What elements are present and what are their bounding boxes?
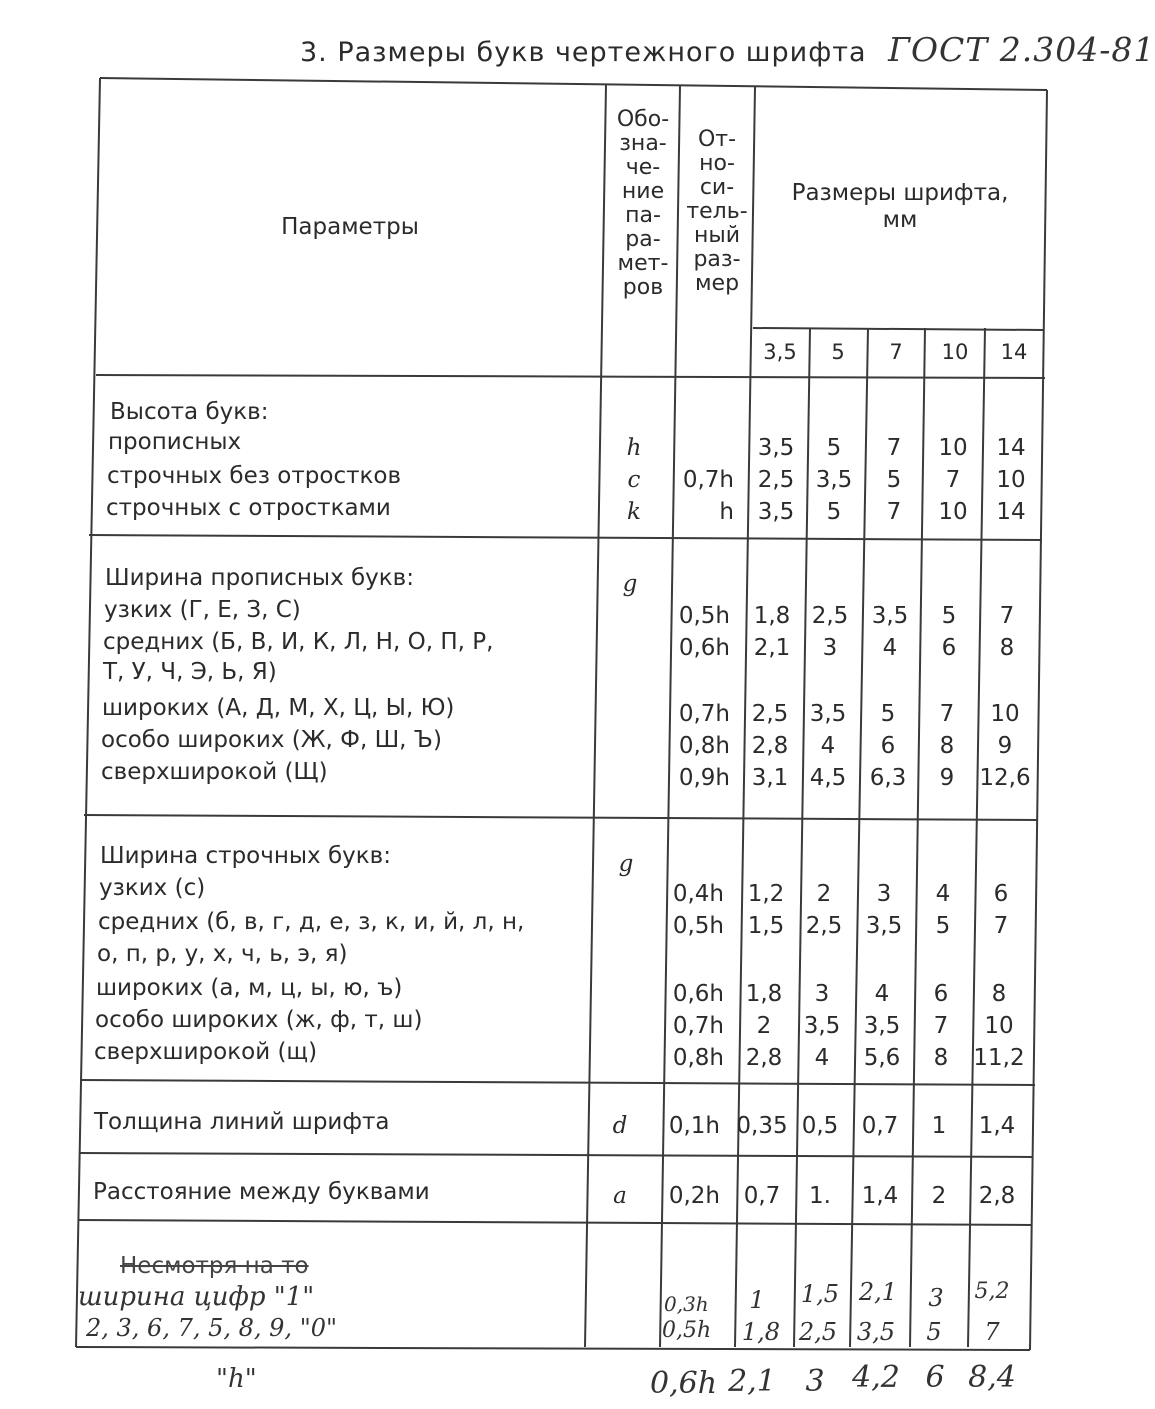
row-symbol: g — [622, 571, 638, 597]
handwritten-value: 7 — [984, 1318, 1000, 1346]
section-title: Ширина прописных букв: — [105, 565, 414, 591]
row-symbol: h — [626, 435, 642, 461]
value-cell: 2,5 — [751, 701, 789, 727]
value-cell: 7 — [939, 701, 955, 727]
row-relative: 0,7h — [678, 701, 730, 727]
value-cell: 4 — [820, 733, 836, 759]
footnote-label: "h" — [216, 1364, 257, 1394]
designation-line: ров — [622, 275, 664, 300]
relative-line: ный — [693, 223, 741, 248]
value-cell: 7 — [933, 1013, 949, 1039]
row-relative: 0,2h — [668, 1183, 720, 1209]
sizes-title-line1: Размеры шрифта, — [791, 180, 1009, 206]
value-cell: 5,6 — [863, 1045, 901, 1071]
value-cell: 10 — [938, 499, 968, 525]
row-relative: h — [719, 499, 734, 525]
relative-line: си- — [699, 175, 735, 200]
value-cell: 3,5 — [757, 499, 795, 525]
size-column-header: 14 — [1000, 340, 1028, 364]
handwritten-value: 1,5 — [800, 1280, 840, 1308]
value-cell: 0,7 — [743, 1183, 781, 1209]
value-cell: 3,5 — [815, 467, 853, 493]
value-cell: 3,5 — [803, 1013, 841, 1039]
row-symbol: a — [613, 1183, 627, 1209]
value-cell: 9 — [997, 733, 1013, 759]
value-cell: 2 — [756, 1013, 772, 1039]
relative-line: мер — [694, 271, 740, 296]
value-cell: 8 — [991, 981, 1007, 1007]
value-cell: 1. — [809, 1183, 831, 1209]
value-cell: 10 — [990, 701, 1020, 727]
row-relative: 0,7h — [672, 1013, 724, 1039]
value-cell: 10 — [984, 1013, 1014, 1039]
row-relative: 0,9h — [678, 765, 730, 791]
size-column-header: 5 — [831, 340, 845, 364]
value-cell: 5 — [826, 499, 842, 525]
value-cell: 4 — [882, 635, 898, 661]
value-cell: 3 — [822, 635, 838, 661]
row-relative: 0,1h — [668, 1113, 720, 1139]
value-cell: 3,5 — [865, 913, 903, 939]
handwritten-value: 2,5 — [798, 1318, 838, 1346]
value-cell: 10 — [996, 467, 1026, 493]
value-cell: 1 — [931, 1113, 947, 1139]
value-cell: 1,4 — [861, 1183, 899, 1209]
struck-text: Несмотря на то — [120, 1253, 309, 1279]
size-column-header: 7 — [889, 340, 903, 364]
size-column-header: 10 — [941, 340, 969, 364]
value-cell: 8 — [933, 1045, 949, 1071]
value-cell: 1,4 — [978, 1113, 1016, 1139]
value-cell: 0,7 — [861, 1113, 899, 1139]
value-cell: 8 — [999, 635, 1015, 661]
row-label: сверхширокой (щ) — [94, 1039, 318, 1065]
value-cell: 2 — [931, 1183, 947, 1209]
handwritten-relative: 0,3h — [664, 1292, 709, 1316]
value-cell: 2,8 — [978, 1183, 1016, 1209]
value-cell: 3,5 — [863, 1013, 901, 1039]
value-cell: 9 — [939, 765, 955, 791]
value-cell: 3 — [814, 981, 830, 1007]
value-cell: 0,35 — [736, 1113, 788, 1139]
gost-annotation: ГОСТ 2.304-81 — [888, 30, 1155, 69]
value-cell: 7 — [886, 499, 902, 525]
designation-line: па- — [625, 203, 661, 228]
value-cell: 14 — [996, 499, 1026, 525]
handwritten-relative: 0,5h — [662, 1318, 712, 1343]
handwritten-value: 3,5 — [856, 1318, 896, 1346]
designation-line: че- — [625, 155, 661, 180]
relative-line: От- — [697, 127, 737, 152]
designation-line: ра- — [625, 227, 661, 252]
row-label: прописных — [108, 429, 242, 455]
handwritten-value: 2,1 — [858, 1278, 898, 1306]
header-parameters: Параметры — [281, 214, 419, 240]
value-cell: 3,5 — [757, 435, 795, 461]
value-cell: 3,5 — [809, 701, 847, 727]
handwritten-value: 1,8 — [741, 1318, 781, 1346]
value-cell: 1,8 — [745, 981, 783, 1007]
footnote-value: 2,1 — [728, 1364, 776, 1399]
row-label: сверхширокой (Щ) — [101, 759, 328, 785]
value-cell: 6 — [941, 635, 957, 661]
handwritten-label-line2: 2, 3, 6, 7, 5, 8, 9, "0" — [86, 1314, 338, 1342]
value-cell: 10 — [938, 435, 968, 461]
designation-line: ние — [621, 179, 665, 204]
row-relative: 0,7h — [682, 467, 734, 493]
footnote-value: 8,4 — [968, 1360, 1016, 1395]
row-relative: 0,6h — [678, 635, 730, 661]
row-relative: 0,8h — [672, 1045, 724, 1071]
value-cell: 7 — [945, 467, 961, 493]
designation-line: зна- — [619, 131, 667, 156]
row-label: особо широких (ж, ф, т, ш) — [95, 1007, 423, 1033]
row-symbol: c — [627, 467, 641, 493]
value-cell: 1,5 — [747, 913, 785, 939]
value-cell: 6 — [933, 981, 949, 1007]
row-label: узких (Г, Е, З, С) — [104, 597, 301, 623]
row-label: средних (Б, В, И, К, Л, Н, О, П, Р, — [103, 629, 494, 655]
value-cell: 6 — [993, 881, 1009, 907]
handwritten-value: 3 — [928, 1284, 944, 1312]
header-relative — [680, 128, 754, 296]
value-cell: 5 — [826, 435, 842, 461]
value-cell: 2 — [816, 881, 832, 907]
value-cell: 2,8 — [745, 1045, 783, 1071]
relative-line: раз- — [693, 247, 741, 272]
value-cell: 12,6 — [979, 765, 1031, 791]
row-relative: 0,6h — [672, 981, 724, 1007]
row-symbol: k — [627, 499, 641, 525]
row-symbol: g — [618, 851, 634, 877]
value-cell: 3,5 — [871, 603, 909, 629]
value-cell: 6,3 — [869, 765, 907, 791]
value-cell: 7 — [993, 913, 1009, 939]
footnote-value: 4,2 — [852, 1360, 900, 1395]
relative-line: тель- — [686, 199, 748, 224]
sizes-title-line2: мм — [882, 207, 918, 233]
value-cell: 6 — [880, 733, 896, 759]
designation-line: мет- — [617, 251, 669, 276]
handwritten-value: 5 — [926, 1318, 942, 1346]
value-cell: 2,5 — [757, 467, 795, 493]
value-cell: 4 — [814, 1045, 830, 1071]
title-text: 3. Размеры букв чертежного шрифта — [300, 37, 867, 68]
handwritten-label-line1: ширина цифр "1" — [78, 1282, 315, 1312]
value-cell: 3 — [876, 881, 892, 907]
row-label: средних (б, в, г, д, е, з, к, и, й, л, н, — [98, 909, 525, 935]
value-cell: 2,5 — [811, 603, 849, 629]
value-cell: 0,5 — [801, 1113, 839, 1139]
row-label: о, п, р, у, х, ч, ь, э, я) — [97, 941, 348, 967]
header-designation — [606, 108, 680, 300]
footnote-value: 3 — [805, 1364, 825, 1399]
header-sizes-title — [755, 180, 1045, 234]
value-cell: 2,8 — [751, 733, 789, 759]
section-title: Расстояние между буквами — [93, 1179, 430, 1205]
row-label: особо широких (Ж, Ф, Ш, Ъ) — [101, 727, 442, 753]
row-label: Т, У, Ч, Э, Ь, Я) — [103, 659, 277, 685]
value-cell: 7 — [886, 435, 902, 461]
designation-line: Обо- — [616, 107, 670, 132]
row-symbol: d — [612, 1113, 628, 1139]
value-cell: 5 — [941, 603, 957, 629]
section-title: Толщина линий шрифта — [94, 1109, 390, 1135]
row-label: широких (а, м, ц, ы, ю, ъ) — [96, 975, 403, 1001]
value-cell: 4 — [874, 981, 890, 1007]
handwritten-value: 5,2 — [974, 1279, 1010, 1304]
row-relative: 0,5h — [672, 913, 724, 939]
value-cell: 5 — [935, 913, 951, 939]
value-cell: 4 — [935, 881, 951, 907]
section-title: Высота букв: — [110, 399, 269, 425]
footnote-relative: 0,6h — [650, 1366, 718, 1401]
section-title: Ширина строчных букв: — [100, 843, 391, 869]
value-cell: 3,1 — [751, 765, 789, 791]
relative-line: но- — [699, 151, 735, 176]
value-cell: 1,2 — [747, 881, 785, 907]
row-relative: 0,5h — [678, 603, 730, 629]
row-relative: 0,8h — [678, 733, 730, 759]
footnote-value: 6 — [925, 1360, 945, 1395]
value-cell: 7 — [999, 603, 1015, 629]
value-cell: 2,1 — [753, 635, 791, 661]
value-cell: 11,2 — [973, 1045, 1025, 1071]
value-cell: 5 — [880, 701, 896, 727]
size-column-header: 3,5 — [763, 340, 797, 364]
row-label: узких (с) — [99, 875, 206, 901]
row-label: строчных без отростков — [107, 463, 402, 489]
value-cell: 2,5 — [805, 913, 843, 939]
value-cell: 8 — [939, 733, 955, 759]
handwritten-value: 1 — [749, 1286, 765, 1314]
value-cell: 4,5 — [809, 765, 847, 791]
value-cell: 1,8 — [753, 603, 791, 629]
value-cell: 5 — [886, 467, 902, 493]
row-label: строчных с отростками — [106, 495, 391, 521]
row-label: широких (А, Д, М, Х, Ц, Ы, Ю) — [102, 695, 455, 721]
row-relative: 0,4h — [672, 881, 724, 907]
value-cell: 14 — [996, 435, 1026, 461]
